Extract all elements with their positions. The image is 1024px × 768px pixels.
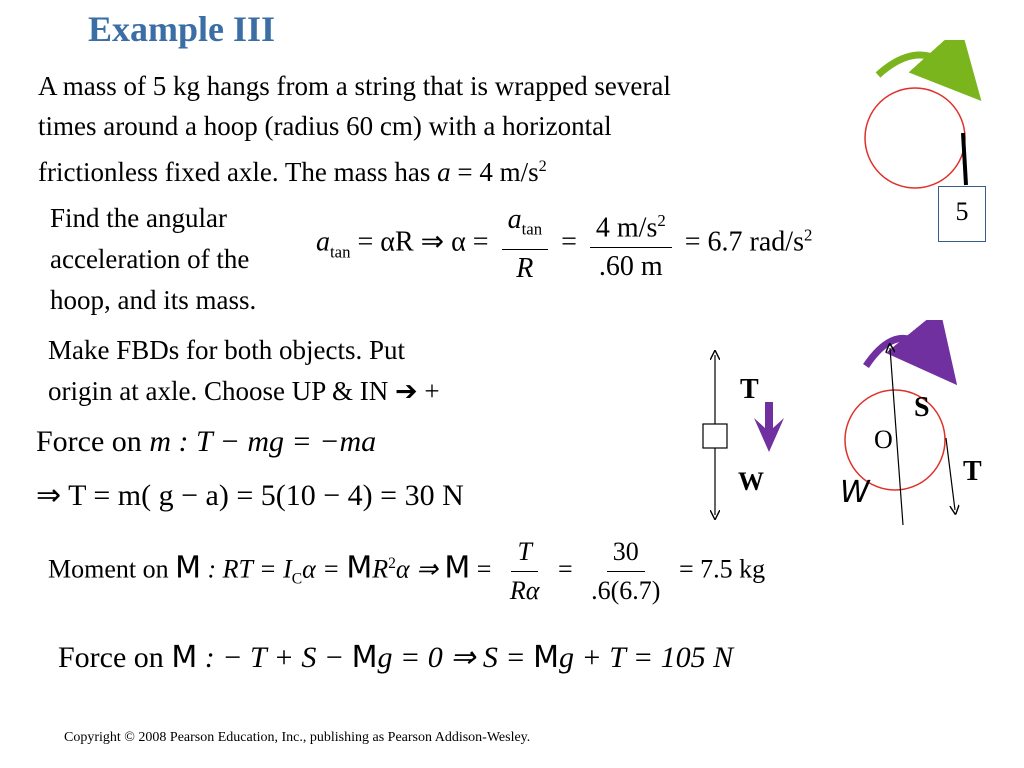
eq1-f2-den: .60 m: [598, 251, 663, 283]
tension-result-equation: ⇒ T = m( g − a) = 5(10 − 4) = 30 N: [36, 479, 464, 512]
eq5-M2: M: [351, 640, 378, 675]
angular-acceleration-equation: [316, 203, 812, 286]
eq4-M2: M: [346, 550, 373, 586]
eq4-f1-num: T: [511, 535, 537, 572]
eq1-result: = 6.7 rad/s: [684, 226, 804, 258]
eq1-fraction-1: [502, 203, 549, 286]
eq4-f2-num: 30: [607, 535, 645, 572]
acceleration-var: a: [437, 157, 451, 187]
fbd-label-W-left: W: [738, 467, 764, 496]
eq5-label: Force on: [58, 641, 172, 674]
problem-statement: [38, 66, 858, 192]
find-line-1: Find the angular: [50, 203, 227, 233]
eq1-alphaR: = αR ⇒ α =: [357, 226, 489, 258]
moment-equation: [48, 535, 765, 608]
problem-line-2: times around a hoop (radius 60 cm) with a horizontal: [38, 111, 612, 141]
eq4-sup2: 2: [388, 554, 396, 572]
eq4-equals: =: [557, 554, 573, 584]
eq4-part4: α ⇒: [395, 554, 445, 584]
find-line-3: hoop, and its mass.: [50, 285, 257, 315]
eq5-part3: g + T = 105 N: [558, 641, 734, 674]
eq1-f2-num-sup: 2: [657, 211, 666, 231]
problem-line-3: [38, 146, 858, 192]
eq5-part2: g = 0 ⇒ S =: [377, 641, 534, 674]
eq4-M3: M: [444, 550, 471, 586]
acceleration-exponent: 2: [538, 157, 547, 175]
eq4-part1: : RT = I: [201, 554, 292, 584]
eq2-label: Force on: [36, 425, 150, 458]
fbd-diagram: [690, 320, 1010, 530]
fbd-line-2-text: origin at axle. Choose UP & IN: [48, 376, 395, 406]
fbd-label-T-left: T: [740, 374, 759, 405]
fbd-label-W-script: W: [840, 475, 870, 510]
eq4-fraction-2: [585, 535, 666, 608]
rotation-arrow-icon: [878, 55, 958, 75]
plus-sign: +: [417, 376, 440, 406]
slide-title: Example III: [88, 9, 276, 49]
fbd-label-T-right: T: [963, 456, 982, 487]
right-arrow-icon: ➔: [394, 376, 418, 406]
mass-block: [703, 424, 727, 448]
eq1-f2-num: 4 m/s: [595, 212, 658, 244]
eq4-sub-c: C: [291, 570, 303, 588]
eq4-result: = 7.5 kg: [678, 554, 766, 584]
eq4-f1-den: Rα: [509, 576, 540, 605]
purple-rotation-arrow-icon: [866, 338, 935, 366]
find-statement: [50, 198, 310, 321]
tension-arrow-right-icon: [946, 438, 955, 510]
fbd-instructions: [48, 330, 568, 412]
eq4-part2: α =: [302, 554, 347, 584]
eq1-f1-num: a: [507, 204, 522, 235]
fbd-label-S: S: [914, 392, 930, 423]
force-on-m-equation: [36, 425, 376, 459]
eq4-part5: =: [470, 554, 492, 584]
eq1-fraction-2: [590, 204, 672, 284]
find-line-2: acceleration of the: [50, 244, 250, 274]
hoop-circle: [865, 88, 965, 188]
eq1-a: a: [316, 226, 330, 258]
problem-line-3-text: frictionless fixed axle. The mass has: [38, 157, 438, 187]
fbd-label-O: O: [874, 425, 893, 454]
eq5-part1: : − T + S −: [197, 641, 352, 674]
purple-down-arrow-icon: [754, 402, 784, 452]
eq4-M: M: [175, 550, 201, 586]
problem-line-1: A mass of 5 kg hangs from a string that is wrapped several: [38, 71, 671, 101]
eq2-rest: : T − mg = −ma: [170, 425, 377, 458]
force-on-M-equation: [58, 640, 733, 675]
eq1-tan: tan: [330, 242, 351, 262]
eq4-part3: R: [372, 554, 389, 584]
eq1-f1-num-sub: tan: [521, 219, 543, 239]
fbd-line-2: [48, 371, 568, 412]
eq1-result-sup: 2: [803, 225, 813, 245]
fbd-line-1: Make FBDs for both objects. Put: [48, 335, 405, 365]
eq4-f2-den: .6(6.7): [591, 576, 661, 605]
eq4-label: Moment on: [48, 554, 176, 584]
eq5-M: M: [171, 640, 198, 675]
mass-box: 5: [938, 186, 986, 242]
acceleration-value: = 4 m/s: [450, 157, 539, 187]
eq1-equals: =: [561, 226, 577, 258]
eq2-var: m: [149, 425, 171, 458]
eq4-fraction-1: [504, 535, 546, 608]
eq5-M3: M: [533, 640, 559, 675]
eq1-f1-den: R: [516, 252, 534, 284]
copyright-notice: Copyright © 2008 Pearson Education, Inc., publishing as Pearson Addison-Wesley.: [64, 730, 531, 745]
